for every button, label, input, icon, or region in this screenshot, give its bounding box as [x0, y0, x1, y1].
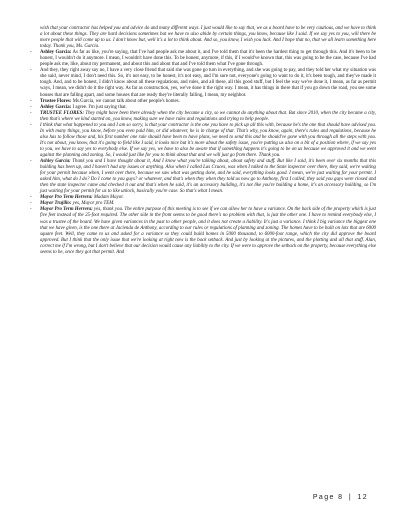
speaker-name: Trustee Flores: — [40, 98, 72, 104]
transcript-entry — [30, 207, 376, 255]
speech-text: I agree. I'm just saying that. — [71, 104, 127, 110]
speech-text: yes, Mayor pro TEM. — [71, 201, 115, 207]
speech-text: Thank you and I have thought about it, And I know what you're talking about, about safety and stuff. But like I said, it's been over six months that this building has been up, and I haven't had any issues or anything. Also when I called Las Cruces, was when I talked to the State inspector over there, they said, we're waiting for your permit because when, I went over there, because we saw what was getting done, and he said, everything looks good. I mean, we're just waiting for your permit. I asked him, what do I do? Do I come to you guys? or whatever, and that's when they when they told us now go to Anthony, first I called, they said you guys were closed and then the state inspector came and checked it out and that's when he said, it's an accessory building, it's not like you're building a home, it's an accessory building, so I'm just waiting for your permit for us to like unlock, basically you're case. So that's what I mean. — [40, 159, 376, 195]
speaker-name: Mayor Trujillo: — [40, 201, 72, 207]
page-total: 12 — [357, 494, 368, 501]
document-body — [30, 26, 376, 256]
speaker-name: TRUSTEE FLORES: — [40, 110, 85, 116]
speech-text: Ms.Garcia, we cannot talk about other people's homes. — [71, 98, 180, 104]
page-footer — [313, 494, 368, 501]
page-label: Page — [312, 494, 335, 501]
bullet-icon: - — [30, 159, 32, 165]
speech-text: I think that what happened to you and I am so sorry, is that your contractor is the one you have to pick up all this with, because he's the one that should have advised you. In with many things, you know, before you even paid him, or did whatever, he is in charge of that. That's why, you know, again, there's rules and regulations, because he also has to follow those and, his first number one rule should have been to have plans, we need to send this and he should've gone with you through all the steps with you. It's not about, you know, that it's going to field like I said, it looks nice but it's more about the safety issue, you're putting us also on a bit of a position where, if we say yes to you, we have to say yes to everybody else. If we say yes, we have to also be aware that if something happens it's going to be on us because we approved it and we went against the planning and zoning. So, I would just like for you to think about that and we will just go from there. Thank you. — [40, 122, 376, 158]
transcript-entry — [30, 50, 376, 68]
bullet-icon: - — [30, 68, 32, 74]
bullet-icon: - — [30, 122, 32, 128]
bullet-icon: - — [30, 201, 32, 207]
bullet-icon: - — [30, 104, 32, 110]
transcript-entry — [30, 123, 376, 159]
speech-text: As far as like, you're saying, that I've had people ask me about it, and I've told them that it's been the hardest thing to get through this. And it's been to be honest, I wouldn't do it anymore. I mean, I wouldn't have done this. To be honest, anymore, if this, if I would've known that, this was going to be the case, because I've had people ask me, like, about my permanent, and about this and about that and I've told them what I've gone through. — [40, 50, 376, 68]
speech-text: And they, they right away say no, I have a very close friend that said she was gone go turn in everything, and she was going to pay, and they told her what my situation was she said, never mind, I don't need this. So, it's not easy, to be honest, it's not easy, and I'm sure not, everyone's going to want to do it, it's been tough, and they've made it tough. And, and to be honest, I didn't know about all these regulations, and rules, and all these, all this good stuff, but I feel the way we've done it, I mean, as far as permit ways, I mean, we didn't do it the right way. As far as construction, yes, we've done it the right way. I mean, it has things in there that if you go down the road, you see some houses that are falling apart, and some houses that are ready they're literally falling, I mean, my neighbor. — [40, 68, 376, 98]
bullet-icon: - — [30, 207, 32, 213]
bullet-icon: - — [30, 50, 32, 56]
transcript-entry — [30, 159, 376, 195]
speaker-name: Mayor Pro Term Herrera: — [40, 195, 93, 201]
speech-text: yes, thank you. The entire purpose of this meeting is to see if we can allow her to have a variance. On the back side of the property which is just five feet instead of the 25-foot required. The other side in the front seems to be good there's no problem with that, is just the other one. I have to remind everybody else, I was a trustee of the board. We have given variances in the past to other people, and it does not create a liability. It's just a variance. I think I big variance the biggest one that we have given, is the one there at Jacienda de Anthony, according to our rules or regulations of planning and zoning. The homes have to be built on lots that are 6000 square feet. Well, they came to us and asked for a variance so they could build homes in 5000 thousand, to 6000-foot range, which the city did approve the board approved. But I think that the only issue that we're looking at right now is the back setback. And just by looking at the pictures, and the plotting and all that stuff. Alan, correct me if I'm wrong, but I don't believe that our decision would cause any liability to the city. If we were to approve the setback on the property, because everything else seems to be, once they got that permit. And — [40, 207, 376, 255]
speech-text: Madam Mayor. — [92, 195, 124, 201]
speaker-name: Mayor Pro Term Herrera: — [40, 207, 93, 213]
bullet-icon: - — [30, 110, 32, 116]
speaker-name: Ashley Garcia: — [40, 50, 72, 56]
intro-paragraph: wish that your contractor has helped you and advice do and many different ways. I just would like to say that, we as a board have to be very cautious, and we have to think a lot about these things. They are hard decisions sometimes but we have to also abide by certain things, you know, because like I said. If we say yes to you, will there be more people that will come up to us. I don't know but, well it's a lot to think about. And so, you know, I wish you luck. And I hope that no, that we all learn something here today. Thank you, Ms. Garcia. — [40, 26, 376, 50]
transcript-entry — [30, 111, 376, 123]
bullet-icon: - — [30, 195, 32, 201]
bullet-icon: - — [30, 98, 32, 104]
speaker-name: Ashley Garcia: — [40, 104, 72, 110]
speech-text: They might have been there already when the city became a city, so we cannot do anything about that. But since 2010, when the city became a city, then that's where we kind started on, you know, making sure we have rules and regulations and trying to help people. — [40, 110, 377, 122]
page-number: 8 — [338, 494, 344, 501]
speaker-name: Ashley Garcia: — [40, 159, 71, 165]
transcript-entry — [30, 68, 376, 98]
page-separator: | — [348, 494, 353, 501]
